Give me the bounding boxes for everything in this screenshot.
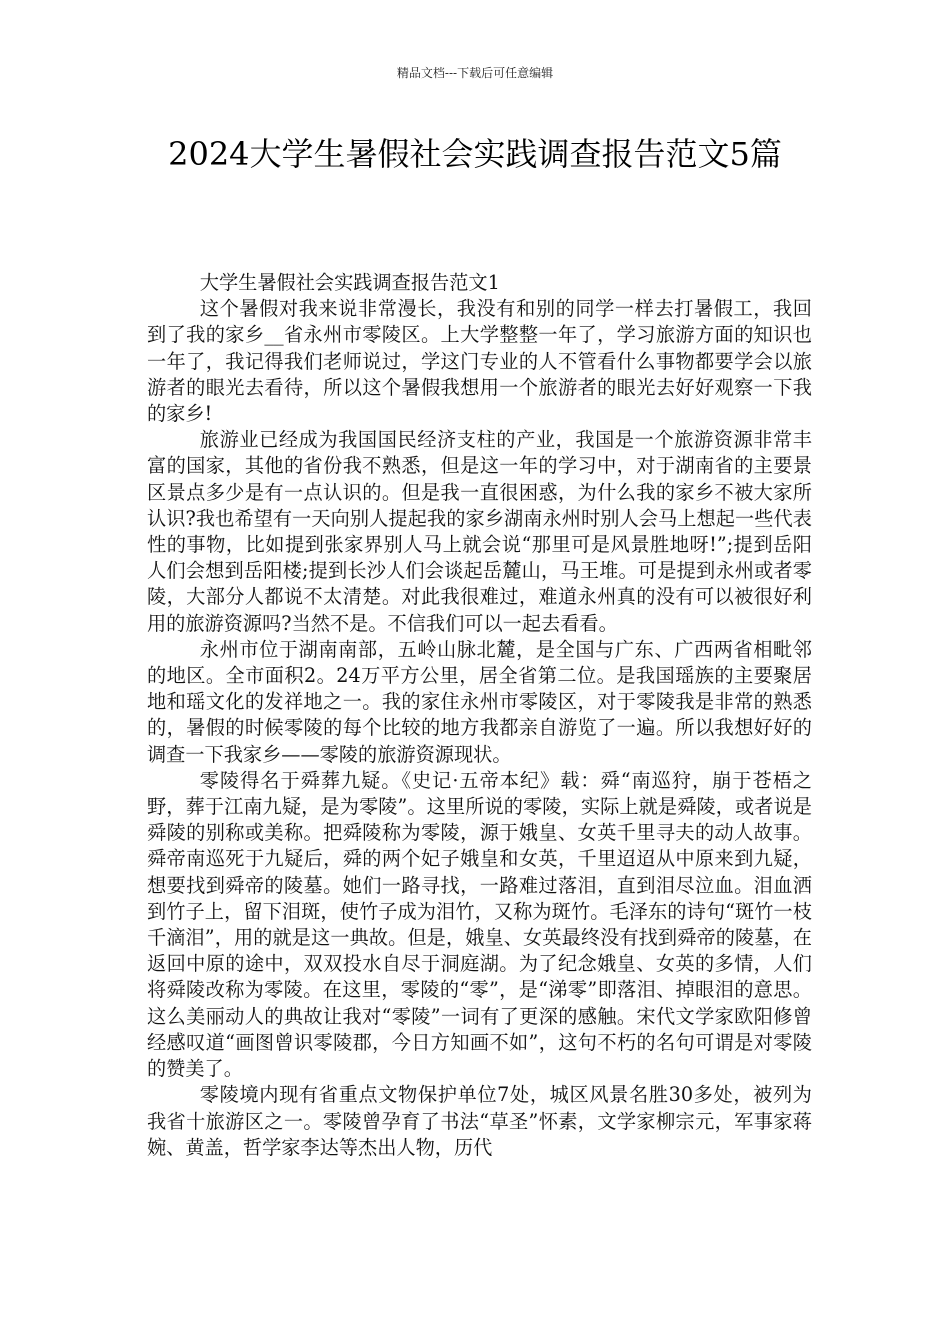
page-header: 精品文档---下载后可任意编辑 xyxy=(396,66,554,80)
paragraph: 零陵得名于舜葬九疑。《史记·五帝本纪》载：舜“南巡狩，崩于苍梧之野，葬于江南九疑，是为零陵”。这里所说的零陵，实际上就是舜陵，或者说是舜陵的别称或美称。把舜陵称为零陵，源于娥皇、女英千里寻夫的动人故事。舜帝南巡死于九疑后，舜的两个妃子娥皇和女英，千里迢迢从中原来到九疑，想要找到舜帝的陵墓。她们一路寻找，一路难过落泪，直到泪尽泣血。泪血洒到竹子上，留下泪斑，使竹子成为泪竹，又称为斑竹。毛泽东的诗句“斑竹一枝千滴泪”，用的就是这一典故。但是，娥皇、女英最终没有找到舜帝的陵墓，在返回中原的途中，双双投水自尽于洞庭湖。为了纪念娥皇、女英的多情，人们将舜陵改称为零陵。在这里，零陵的“零”，是“涕零”即落泪、掉眼泪的意思。这么美丽动人的典故让我对“零陵”一词有了更深的感触。宋代文学家欧阳修曾经感叹道“画图曾识零陵郡，今日方知画不如”，这句不朽的名句可谓是对零陵的赞美了。 xyxy=(147,768,812,1081)
section-heading: 大学生暑假社会实践调查报告范文1 xyxy=(199,271,500,294)
paragraph: 零陵境内现有省重点文物保护单位7处，城区风景名胜30多处，被列为我省十旅游区之一。零陵曾孕育了书法“草圣”怀素，文学家柳宗元，军事家蒋婉、黄盖，哲学家李达等杰出人物，历代 xyxy=(147,1083,812,1159)
document-title: 2024大学生暑假社会实践调查报告范文5篇 xyxy=(168,135,782,173)
paragraph: 永州市位于湖南南部，五岭山脉北麓，是全国与广东、广西两省相毗邻的地区。全市面积2。24万平方公里，居全省第二位。是我国瑶族的主要聚居地和瑶文化的发祥地之一。我的家住永州市零陵区，对于零陵我是非常的熟悉的，暑假的时候零陵的每个比较的地方我都亲自游览了一遍。所以我想好好的调查一下我家乡——零陵的旅游资源现状。 xyxy=(147,637,812,766)
paragraph: 这个暑假对我来说非常漫长，我没有和别的同学一样去打暑假工，我回到了我的家乡__省永州市零陵区。上大学整整一年了，学习旅游方面的知识也一年了，我记得我们老师说过，学这门专业的人不管看什么事物都要学会以旅游者的眼光去看待，所以这个暑假我想用一个旅游者的眼光去好好观察一下我的家乡! xyxy=(147,297,812,426)
document-body xyxy=(147,270,812,1161)
paragraph: 旅游业已经成为我国国民经济支柱的产业，我国是一个旅游资源非常丰富的国家，其他的省份我不熟悉，但是这一年的学习中，对于湖南省的主要景区景点多少是有一点认识的。但是我一直很困惑，为什么我的家乡不被大家所认识?我也希望有一天向别人提起我的家乡湖南永州时别人会马上想起一些代表性的事物，比如提到张家界别人马上就会说“那里可是风景胜地呀!”;提到岳阳人们会想到岳阳楼;提到长沙人们会谈起岳麓山，马王堆。可是提到永州或者零陵，大部分人都说不太清楚。对此我很难过，难道永州真的没有可以被很好利用的旅游资源吗?当然不是。不信我们可以一起去看看。 xyxy=(147,428,812,635)
